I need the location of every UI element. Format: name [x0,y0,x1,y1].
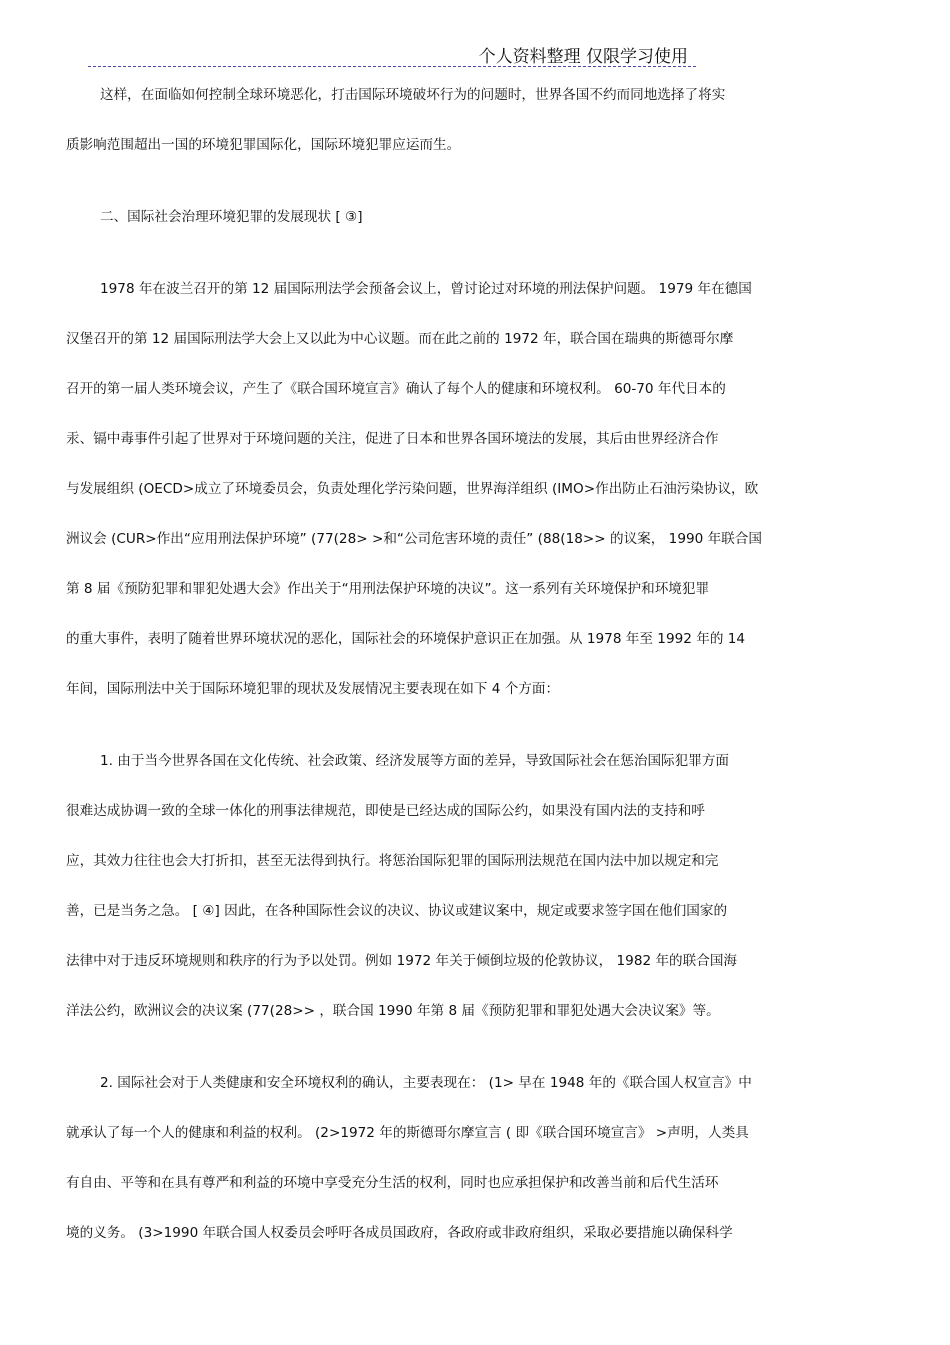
header-text: 个人资料整理 仅限学习使用 [478,47,688,67]
page-header [88,40,696,67]
text-line: 2. 国际社会对于人类健康和安全环境权利的确认，主要表现在： (1> 早在 1948 年的《联合国人权宣言》中 [100,1075,752,1091]
text-line: 洋法公约，欧洲议会的决议案 (77(28>> ，联合国 1990 年第 8 届《预防犯罪和罪犯处遇大会决议案》等。 [66,1003,720,1019]
text-line: 汉堡召开的第 12 届国际刑法学大会上又以此为中心议题。而在此之前的 1972 年，联合国在瑞典的斯德哥尔摩 [66,331,734,347]
text-line: 1. 由于当今世界各国在文化传统、社会政策、经济发展等方面的差异，导致国际社会在惩治国际犯罪方面 [100,753,730,769]
text-line: 有自由、平等和在具有尊严和利益的环境中享受充分生活的权利，同时也应承担保护和改善当前和后代生活环 [66,1175,719,1191]
text-line: 1978 年在波兰召开的第 12 届国际刑法学会预备会议上，曾讨论过对环境的刑法保护问题。 1979 年在德国 [100,281,752,297]
text-line: 与发展组织 (OECD>成立了环境委员会，负责处理化学污染问题，世界海洋组织 (IMO>作出防止石油污染协议，欧 [66,481,759,497]
text-line: 善，已是当务之急。 [ ④] 因此，在各种国际性会议的决议、协议或建议案中，规定或要求签字国在他们国家的 [66,903,728,919]
text-line: 汞、镉中毒事件引起了世界对于环境问题的关注，促进了日本和世界各国环境法的发展，其后由世界经济合作 [66,431,719,447]
text-line: 这样，在面临如何控制全球环境恶化，打击国际环境破坏行为的问题时，世界各国不约而同地选择了将实 [100,87,726,103]
text-line: 境的义务。 (3>1990 年联合国人权委员会呼吁各成员国政府，各政府或非政府组织，采取必要措施以确保科学 [66,1225,733,1241]
text-line: 的重大事件，表明了随着世界环境状况的恶化，国际社会的环境保护意识正在加强。从 1978 年至 1992 年的 14 [66,631,746,647]
text-line: 第 8 届《预防犯罪和罪犯处遇大会》作出关于“用刑法保护环境的决议”。这一系列有关环境保护和环境犯罪 [66,581,710,597]
text-line: 法律中对于违反环境规则和秩序的行为予以处罚。例如 1972 年关于倾倒垃圾的伦敦协议， 1982 年的联合国海 [66,953,738,969]
text-line: 洲议会 (CUR>作出“应用刑法保护环境” (77(28> >和“公司危害环境的责任” (88(18>> 的议案， 1990 年联合国 [66,531,762,547]
text-line: 年间，国际刑法中关于国际环境犯罪的现状及发展情况主要表现在如下 4 个方面： [66,681,560,697]
text-line: 质影响范围超出一国的环境犯罪国际化，国际环境犯罪应运而生。 [66,137,461,153]
text-line: 召开的第一届人类环境会议，产生了《联合国环境宣言》确认了每个人的健康和环境权利。 60-70 年代日本的 [66,381,726,397]
text-line: 应，其效力往往也会大打折扣，甚至无法得到执行。将惩治国际犯罪的国际刑法规范在国内法中加以规定和完 [66,853,719,869]
section-heading: 二、国际社会治理环境犯罪的发展现状 [ ③] [100,209,363,225]
text-line: 就承认了每一个人的健康和利益的权利。 (2>1972 年的斯德哥尔摩宣言 ( 即《联合国环境宣言》 >声明，人类具 [66,1125,749,1141]
text-line: 很难达成协调一致的全球一体化的刑事法律规范，即使是已经达成的国际公约，如果没有国内法的支持和呼 [66,803,705,819]
